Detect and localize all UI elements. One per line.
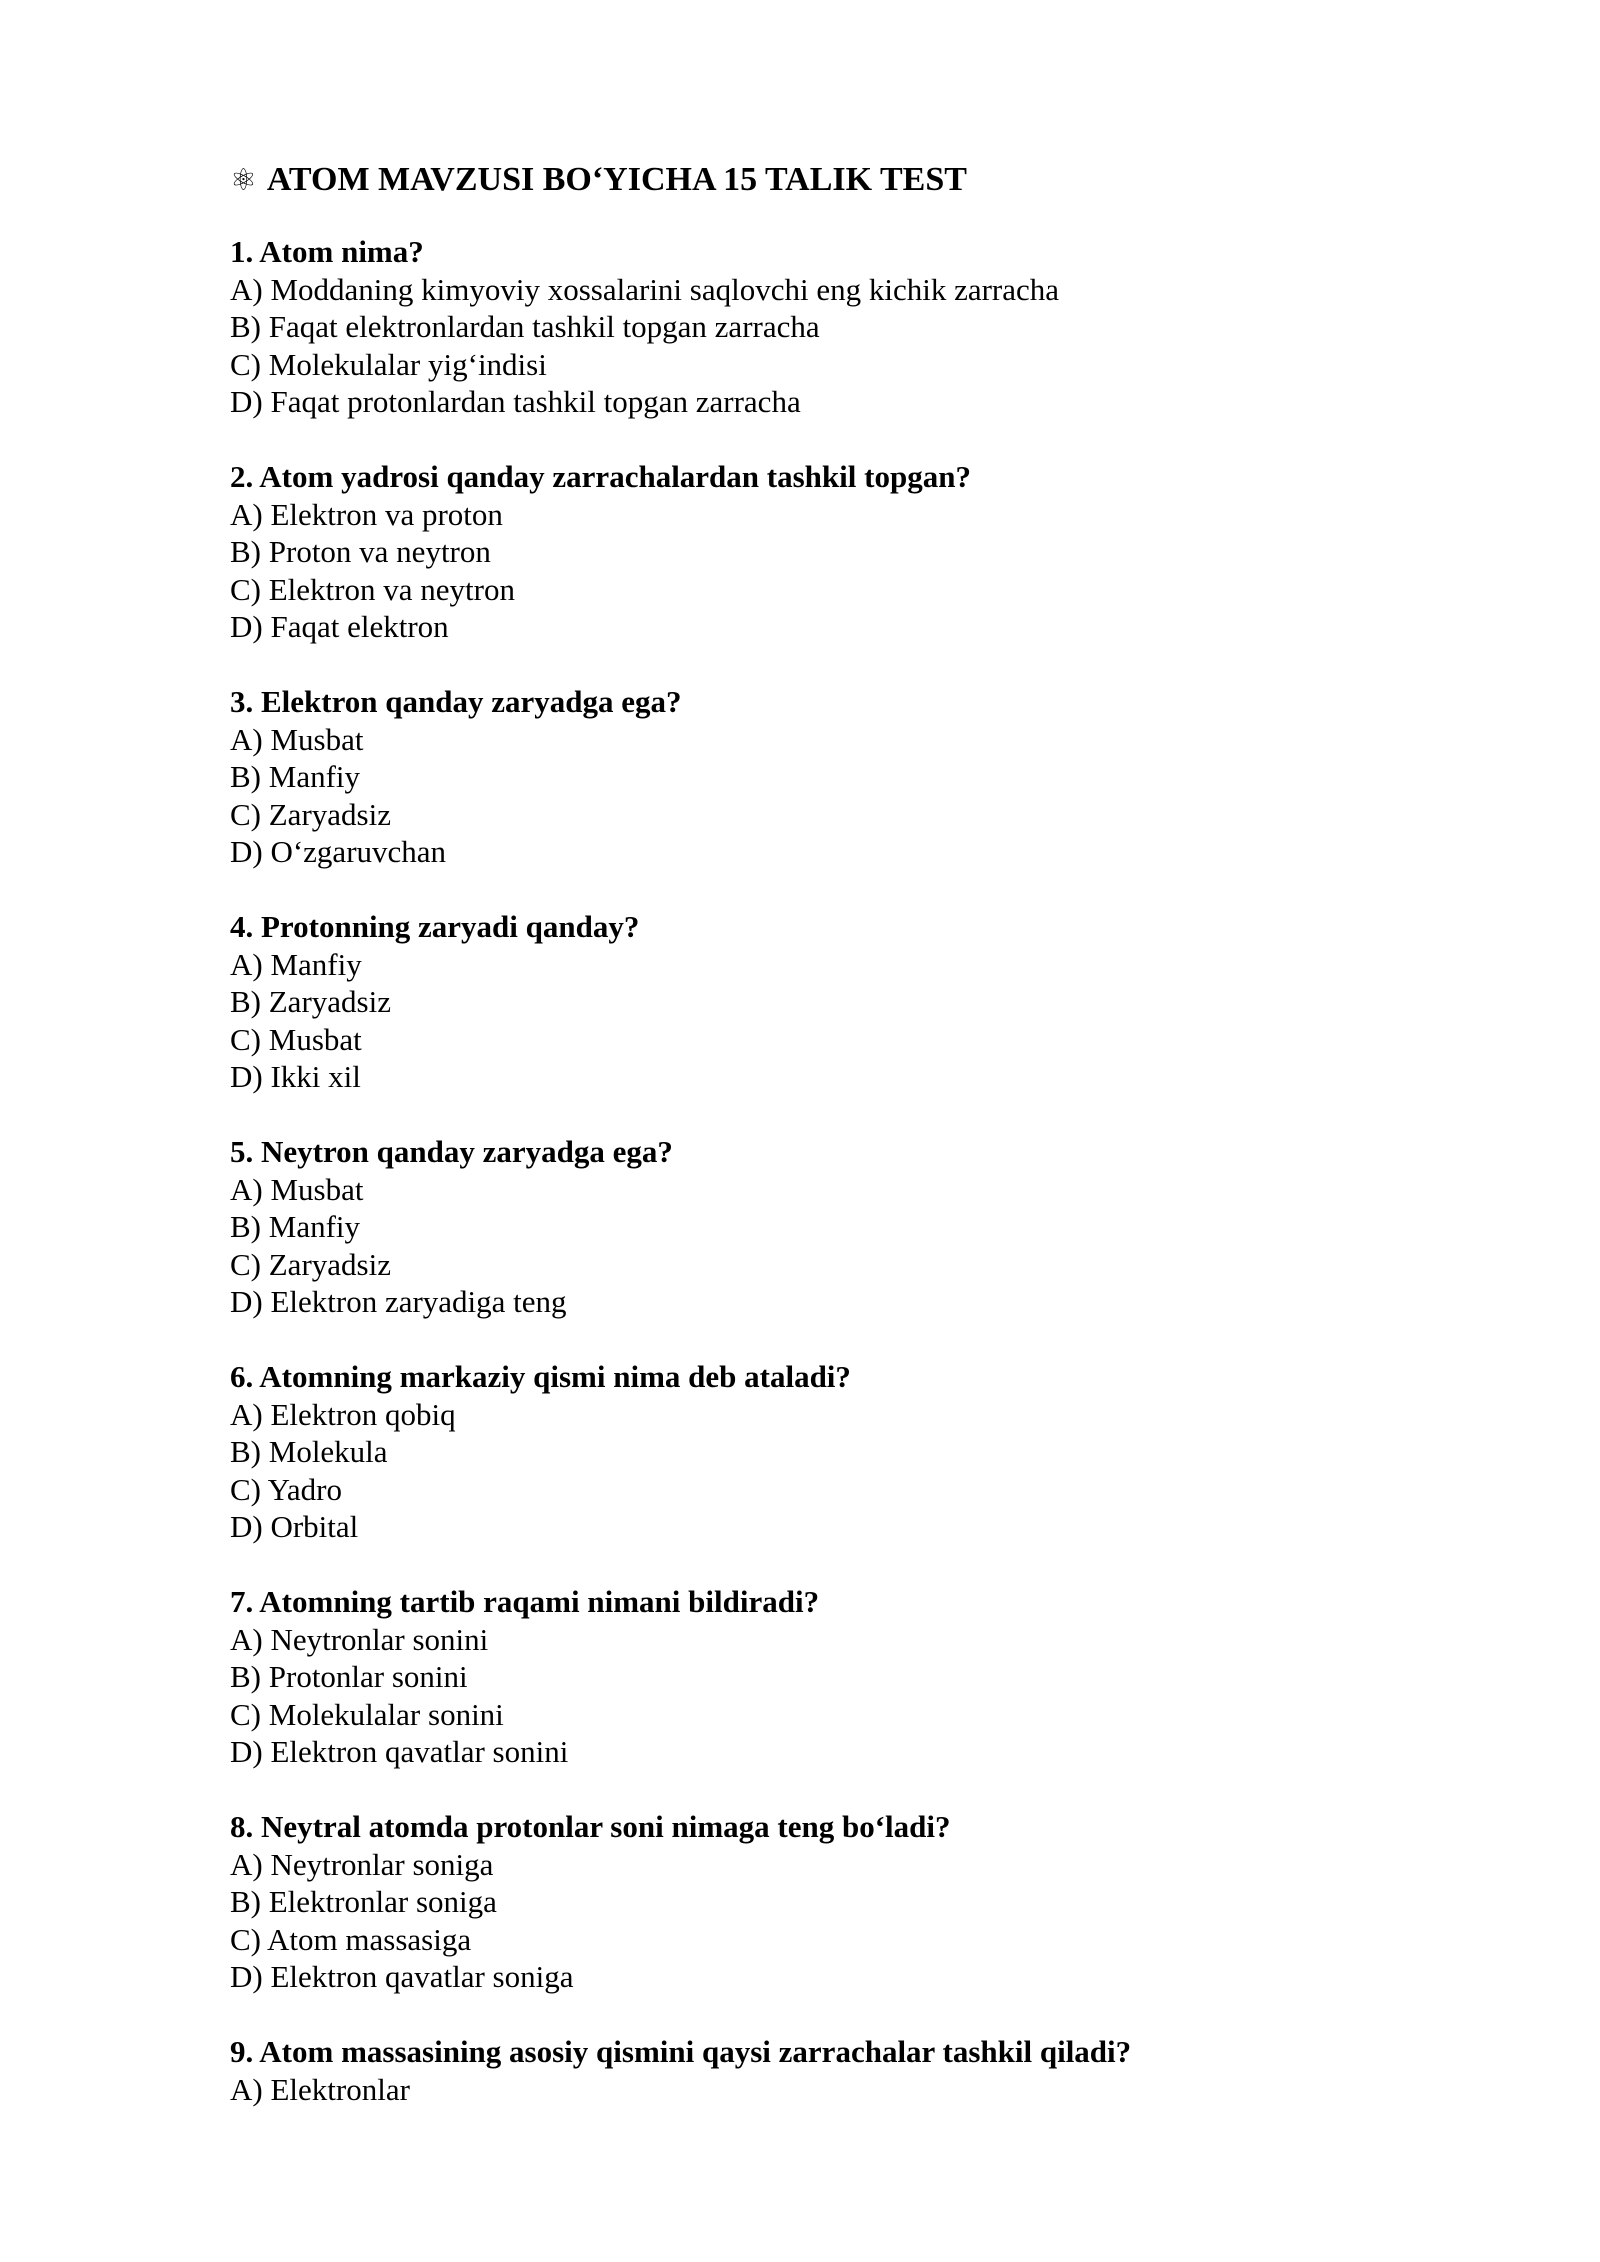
- question-text: 9. Atom massasining asosiy qismini qaysi zarrachalar tashkil qiladi?: [230, 2034, 1132, 2069]
- question-block: [230, 1358, 1430, 1546]
- question-block: [230, 1133, 1430, 1321]
- question-block: [230, 233, 1430, 421]
- answer-option: D) Elektron qavatlar soniga: [230, 1959, 574, 1994]
- answer-option: D) O‘zgaruvchan: [230, 834, 447, 869]
- answer-option: A) Elektronlar: [230, 2071, 410, 2107]
- question-text: 3. Elektron qanday zaryadga ega?: [230, 684, 682, 719]
- answer-option: D) Elektron zaryadiga teng: [230, 1284, 567, 1319]
- answer-option: B) Protonlar sonini: [230, 1659, 468, 1694]
- question-block: [230, 1583, 1430, 1771]
- answer-option: B) Molekula: [230, 1434, 388, 1469]
- answer-option: A) Elektron va proton: [230, 496, 503, 532]
- answer-option: B) Faqat elektronlardan tashkil topgan zarracha: [230, 309, 820, 344]
- answer-option: B) Proton va neytron: [230, 534, 491, 569]
- answer-option: B) Manfiy: [230, 1209, 361, 1244]
- question-block: [230, 2033, 1430, 2108]
- answer-option: A) Manfiy: [230, 946, 362, 982]
- answer-option: C) Musbat: [230, 1021, 362, 1057]
- answer-option: B) Elektronlar soniga: [230, 1884, 497, 1919]
- question-text: 6. Atomning markaziy qismi nima deb ataladi?: [230, 1359, 851, 1394]
- answer-option: C) Zaryadsiz: [230, 1246, 391, 1282]
- answer-option: C) Molekulalar yig‘indisi: [230, 346, 547, 382]
- question-text: 8. Neytral atomda protonlar soni nimaga teng bo‘ladi?: [230, 1809, 951, 1844]
- answer-option: C) Yadro: [230, 1471, 342, 1507]
- atom-icon: ⚛: [230, 164, 257, 197]
- answer-option: A) Moddaning kimyoviy xossalarini saqlovchi eng kichik zarracha: [230, 271, 1060, 307]
- answer-option: D) Ikki xil: [230, 1059, 361, 1094]
- question-block: [230, 1808, 1430, 1996]
- answer-option: B) Manfiy: [230, 759, 361, 794]
- answer-option: A) Neytronlar soniga: [230, 1846, 494, 1882]
- document-page: [230, 155, 1430, 2146]
- answer-option: D) Faqat protonlardan tashkil topgan zarracha: [230, 384, 801, 419]
- question-block: [230, 458, 1430, 646]
- question-block: [230, 908, 1430, 1096]
- answer-option: D) Orbital: [230, 1509, 359, 1544]
- answer-option: C) Atom massasiga: [230, 1921, 472, 1957]
- answer-option: C) Molekulalar sonini: [230, 1696, 504, 1732]
- question-list: [230, 233, 1430, 2108]
- answer-option: A) Musbat: [230, 1171, 364, 1207]
- question-block: [230, 683, 1430, 871]
- answer-option: A) Neytronlar sonini: [230, 1621, 489, 1657]
- answer-option: A) Musbat: [230, 721, 364, 757]
- document-title-text: ATOM MAVZUSI BO‘YICHA 15 TALIK TEST: [266, 161, 967, 198]
- answer-option: D) Faqat elektron: [230, 609, 449, 644]
- answer-option: C) Zaryadsiz: [230, 796, 391, 832]
- answer-option: B) Zaryadsiz: [230, 984, 391, 1019]
- question-text: 5. Neytron qanday zaryadga ega?: [230, 1134, 673, 1169]
- question-text: 1. Atom nima?: [230, 234, 424, 269]
- document-title: [230, 155, 1430, 205]
- question-text: 4. Protonning zaryadi qanday?: [230, 909, 640, 944]
- answer-option: C) Elektron va neytron: [230, 571, 515, 607]
- question-text: 2. Atom yadrosi qanday zarrachalardan tashkil topgan?: [230, 459, 971, 494]
- question-text: 7. Atomning tartib raqami nimani bildiradi?: [230, 1584, 820, 1619]
- answer-option: A) Elektron qobiq: [230, 1396, 456, 1432]
- answer-option: D) Elektron qavatlar sonini: [230, 1734, 569, 1769]
